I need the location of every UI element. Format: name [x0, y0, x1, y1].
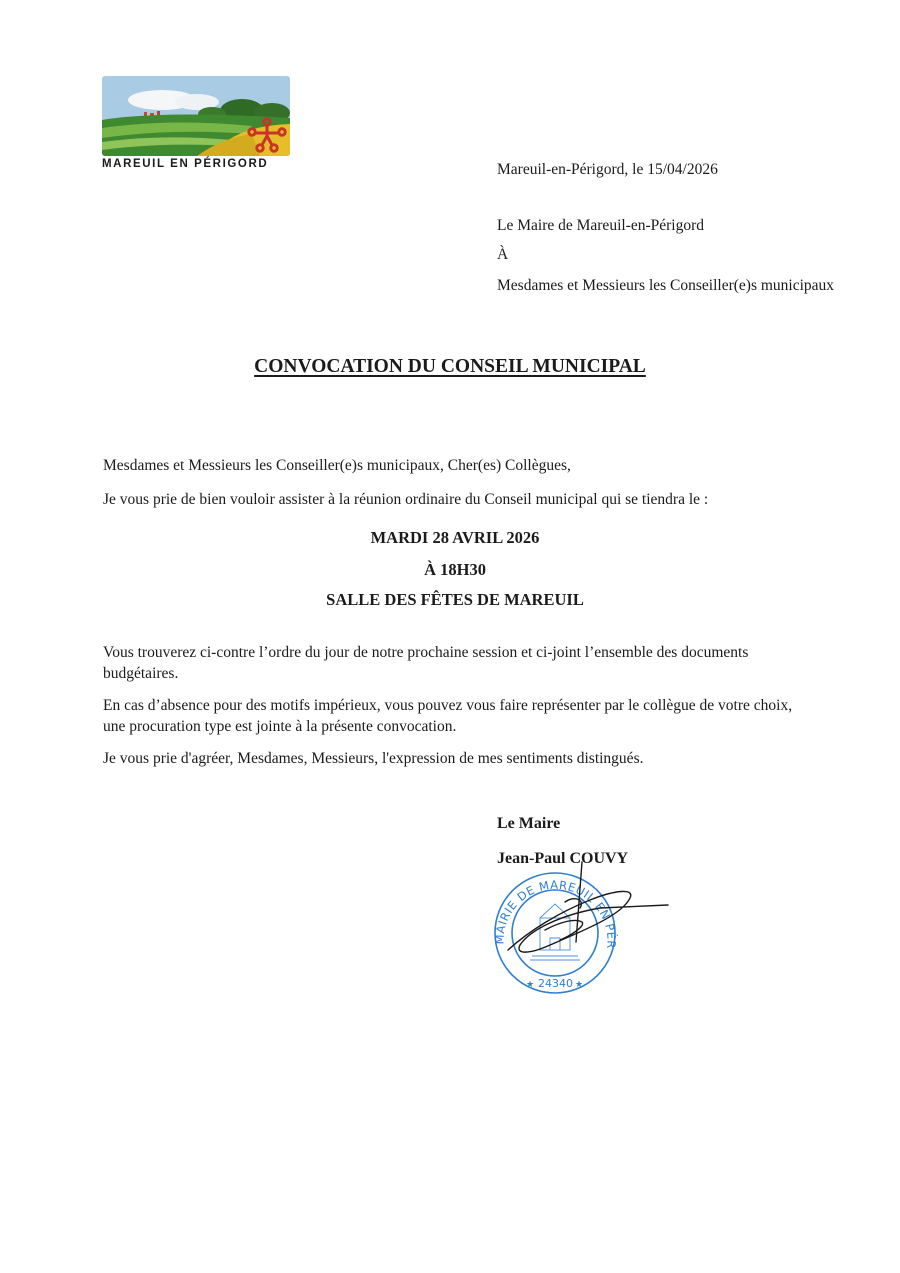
signature-role: Le Maire — [497, 815, 561, 832]
invitation: Je vous prie de bien vouloir assister à la réunion ordinaire du Conseil municipal qui se tiendra le : — [103, 491, 709, 508]
sender: Le Maire de Mareuil-en-Périgord — [497, 217, 705, 234]
paragraph-absence: En cas d’absence pour des motifs impérieux, vous pouvez vous faire représenter par le collègue de votre choix, une procuration type est jointe à la présente convocation. — [103, 697, 793, 735]
place-date: Mareuil-en-Périgord, le 15/04/2026 — [497, 161, 718, 178]
meeting-time: À 18H30 — [424, 560, 486, 579]
svg-text:★: ★ — [526, 980, 535, 990]
stamp-seal-icon — [490, 860, 680, 1005]
document-title-text: CONVOCATION DU CONSEIL MUNICIPAL — [254, 356, 646, 377]
document-title — [0, 356, 900, 378]
official-stamp — [490, 860, 680, 1005]
stamp-postcode: 24340 — [538, 977, 573, 990]
municipality-logo — [102, 76, 290, 172]
paragraph-agenda: Vous trouverez ci-contre l’ordre du jour de notre prochaine session et ci-joint l’ensemble des documents budgétaires. — [103, 644, 749, 682]
landscape-logo-icon — [102, 76, 290, 156]
svg-text:★: ★ — [575, 980, 584, 990]
stamp-text: MAIRIE DE MAREUIL EN PÉR — [492, 877, 619, 950]
closing: Je vous prie d'agréer, Mesdames, Messieurs, l'expression de mes sentiments distingués. — [103, 750, 644, 767]
recipients: Mesdames et Messieurs les Conseiller(e)s municipaux — [497, 277, 835, 294]
meeting-place: SALLE DES FÊTES DE MAREUIL — [326, 590, 584, 609]
to-label: À — [497, 246, 509, 263]
salutation: Mesdames et Messieurs les Conseiller(e)s municipaux, Cher(es) Collègues, — [103, 457, 571, 474]
signature-name: Jean-Paul COUVY — [497, 850, 629, 867]
meeting-date: MARDI 28 AVRIL 2026 — [370, 528, 540, 547]
logo-text: MAREUIL EN PÉRIGORD — [102, 158, 269, 170]
